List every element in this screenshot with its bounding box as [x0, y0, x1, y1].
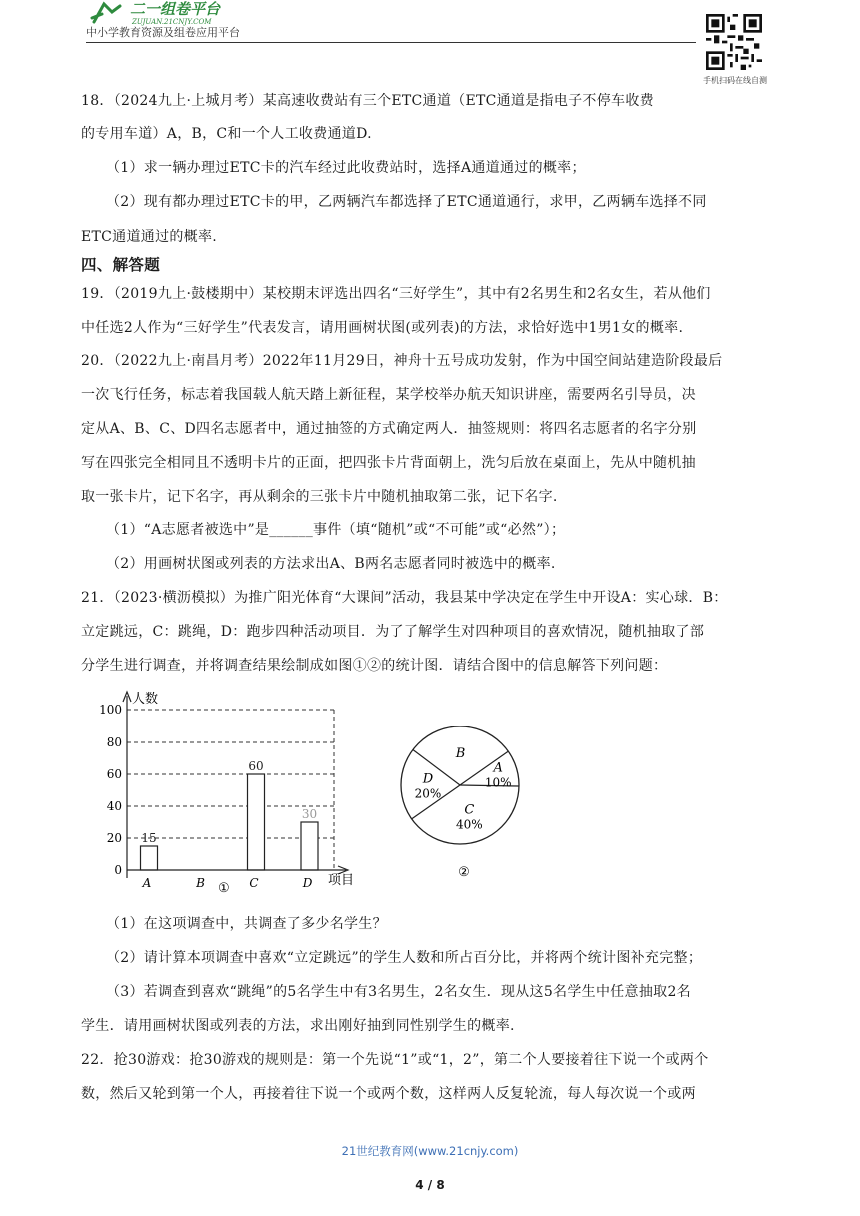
q19-line-2: 中任选2人作为“三好学生”代表发言，请用画树状图(或列表)的方法，求恰好选中1男1女的概率.	[81, 320, 684, 336]
x-category-label: C	[249, 876, 259, 890]
q18-line-5: ETC通道通过的概率.	[81, 229, 218, 245]
pie-slice-A-percent: 10%	[484, 775, 512, 790]
y-tick-label: 0	[114, 863, 122, 877]
brand-subtitle: 中小学教育资源及组卷应用平台	[86, 26, 240, 39]
brand-url: ZUJUAN.21CNJY.COM	[132, 18, 212, 26]
q20-line-1: 20．（2022九上·南昌月考）2022年11月29日，神舟十五号成功发射，作为中国空间站建造阶段最后	[81, 353, 723, 369]
q18-line-3: （1）求一辆办理过ETC卡的汽车经过此收费站时，选择A通道通过的概率；	[106, 160, 586, 176]
brand-name: 二一组卷平台	[130, 0, 221, 18]
bar-chart	[96, 686, 366, 896]
q20-line-6: （1）“A志愿者被选中”是______事件（填“随机”或“不可能”或“必然”）；	[106, 522, 566, 538]
header-rule	[86, 42, 696, 43]
y-tick-label: 20	[106, 831, 122, 845]
q21-line-1: 21．（2023·横沥模拟）为推广阳光体育“大课间”活动，我县某中学决定在学生中开设A：实心球．B：	[81, 590, 728, 606]
q22-line-1: 22．抢30游戏：抢30游戏的规则是：第一个先说“1”或“1，2”，第二个人要接着往下说一个或两个	[81, 1052, 709, 1068]
q20-line-2: 一次飞行任务，标志着我国载人航天踏上新征程，某学校举办航天知识讲座，需要两名引导员，决	[81, 387, 696, 403]
q21-line-2: 立定跳远，C：跳绳，D：跑步四种活动项目．为了了解学生对四种项目的喜欢情况，随机抽取了部	[81, 624, 705, 640]
pie-slice-C-label: C	[464, 802, 475, 818]
bar-value-label: 60	[248, 759, 264, 773]
bar-D	[301, 822, 318, 870]
q21-line-5: （2）请计算本项调查中喜欢“立定跳远”的学生人数和所占百分比，并将两个统计图补充完整；	[106, 950, 703, 966]
bar-A	[141, 846, 158, 870]
y-tick-label: 100	[99, 703, 122, 717]
q21-line-6: （3）若调查到喜欢“跳绳”的5名学生中有3名男生，2名女生．现从这5名学生中任意抽取2名	[106, 984, 691, 1000]
q21-line-4: （1）在这项调查中，共调查了多少名学生？	[106, 916, 387, 932]
qr-code-icon[interactable]	[706, 14, 762, 70]
page-number: 4 / 8	[415, 1178, 445, 1192]
pie-chart	[398, 726, 528, 886]
bar-value-label: 15	[141, 831, 157, 845]
chart-caption-1: ①	[218, 881, 230, 896]
q18-line-4: （2）现有都办理过ETC卡的甲，乙两辆汽车都选择了ETC通道通行，求甲，乙两辆车选择不同	[106, 194, 707, 210]
bar-value-label: 30	[301, 807, 318, 821]
q21-line-3: 分学生进行调查，并将调查结果绘制成如图①②的统计图．请结合图中的信息解答下列问题：	[81, 658, 668, 674]
chart-caption-2: ②	[458, 865, 470, 880]
section-heading: 四、解答题	[81, 256, 161, 274]
y-tick-label: 40	[106, 799, 122, 813]
x-category-label: A	[142, 876, 152, 890]
x-category-label: B	[196, 876, 205, 890]
q20-line-7: （2）用画树状图或列表的方法求出A、B两名志愿者同时被选中的概率.	[106, 556, 556, 572]
pie-slice-D-label: D	[422, 771, 434, 787]
x-category-label: D	[302, 876, 313, 890]
y-axis-label: 人数	[132, 692, 159, 707]
q22-line-2: 数，然后又轮到第一个人，再接着往下说一个或两个数，这样两人反复轮流，每人每次说一个或两	[81, 1086, 696, 1102]
q20-line-5: 取一张卡片，记下名字，再从剩余的三张卡片中随机抽取第二张，记下名字.	[81, 489, 558, 505]
qr-caption: 手机扫码在线自测	[703, 76, 767, 85]
x-axis-label: 项目	[328, 873, 355, 888]
bar-C	[248, 774, 265, 870]
q20-line-4: 写在四张完全相同且不透明卡片的正面，把四张卡片背面朝上，洗匀后放在桌面上，先从中随机抽	[81, 455, 696, 471]
q18-line-2: 的专用车道）A，B，C和一个人工收费通道D.	[81, 126, 372, 142]
y-tick-label: 60	[106, 767, 122, 781]
pie-slice-A-label: A	[493, 760, 503, 776]
y-tick-label: 80	[106, 735, 122, 749]
runner-logo-icon	[92, 4, 120, 22]
footer-site[interactable]: 21世纪教育网(www.21cnjy.com)	[341, 1144, 519, 1158]
q21-line-7: 学生．请用画树状图或列表的方法，求出刚好抽到同性别学生的概率.	[81, 1018, 515, 1034]
pie-slice-D-percent: 20%	[414, 786, 442, 801]
pie-slice-B-label: B	[455, 746, 466, 762]
q19-line-1: 19．（2019九上·鼓楼期中）某校期末评选出四名“三好学生”，其中有2名男生和2名女生，若从他们	[81, 286, 711, 302]
q20-line-3: 定从A、B、C、D四名志愿者中，通过抽签的方式确定两人．抽签规则：将四名志愿者的名字分别	[81, 421, 697, 437]
pie-slice-C-percent: 40%	[456, 817, 483, 832]
brand-logo	[86, 0, 286, 26]
q18-line-1: 18．（2024九上·上城月考）某高速收费站有三个ETC通道（ETC通道是指电子不停车收费	[81, 93, 654, 109]
